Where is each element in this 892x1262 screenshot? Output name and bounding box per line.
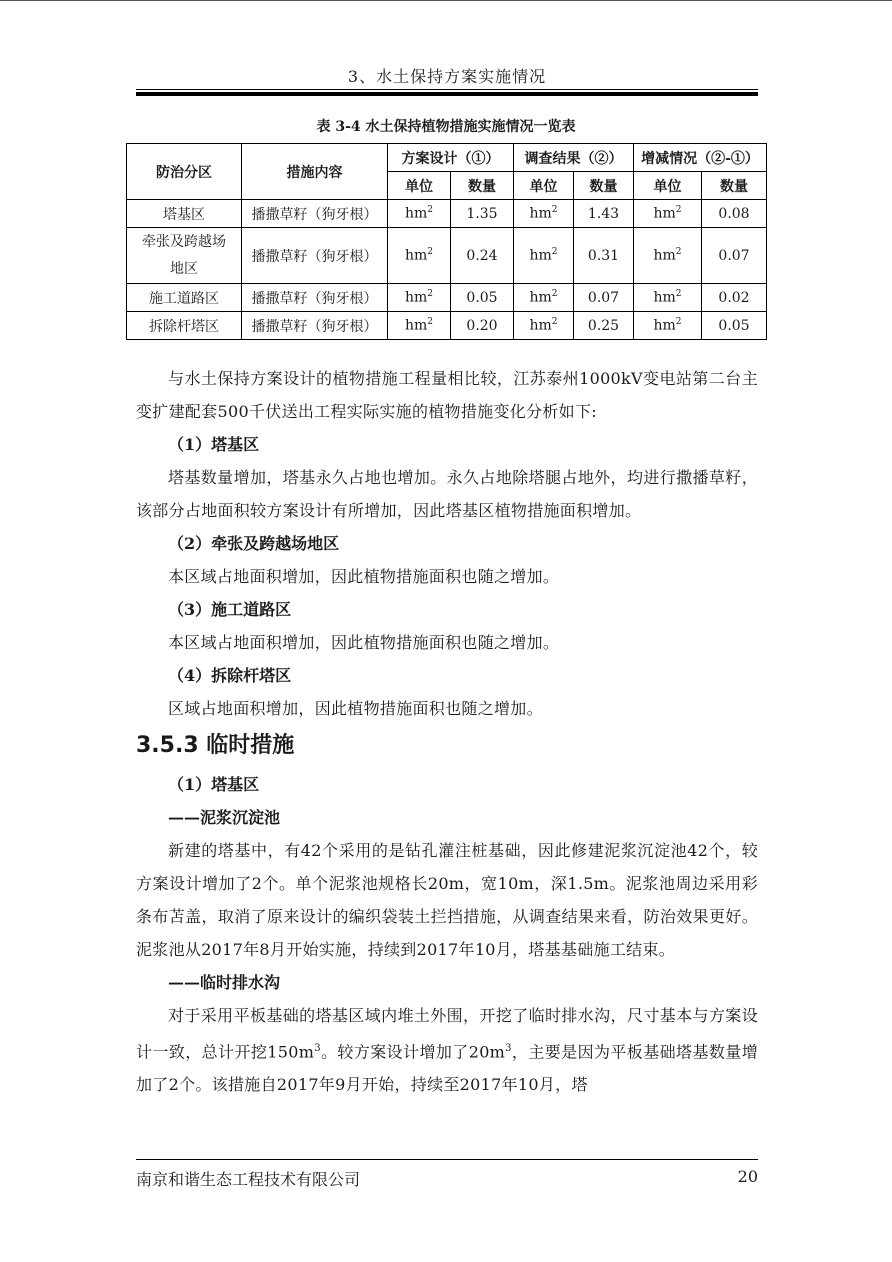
cell-plan-unit: $hm^2$ [388,284,451,312]
cell-survey-quantity: 0.25 [574,312,634,340]
paragraph-construction-road: 本区域占地面积增加，因此植物措施面积也随之增加。 [168,633,560,652]
running-header: 3、水土保持方案实施情况 [347,67,547,86]
cell-change-unit: $hm^2$ [634,228,702,284]
cell-change-unit: $hm^2$ [634,312,702,340]
cell-survey-unit: $hm^2$ [514,228,574,284]
body-lower [136,724,758,1101]
page-number: 20 [737,1167,758,1186]
header-zone: 防治分区 [127,144,242,200]
paragraph-tower-base: 塔基数量增加，塔基永久占地也增加。永久占地除塔腿占地外，均进行撒播草籽，该部分占地面积较方案设计有所增加，因此塔基区植物措施面积增加。 [136,468,758,520]
paragraph-mud-pit: 新建的塔基中，有42个采用的是钻孔灌注桩基础，因此修建泥浆沉淀池42个，较方案设计增加了2个。单个泥浆池规格长20m，宽10m，深1.5m。泥浆池周边采用彩条布苫盖，取消了原来设计的编织袋装土拦挡措施，从调查结果来看，防治效果更好。泥浆池从2017年8月开始实施，持续到2017年10月，塔基基础施工结束。 [136,841,758,959]
header-survey-unit: 单位 [514,172,574,200]
subheading-tower-base-temp: （1）塔基区 [168,775,260,794]
cell-zone: 牵张及跨越场地区 [127,228,242,284]
header-plan-quantity: 数量 [451,172,514,200]
cell-measure: 播撒草籽（狗牙根） [242,284,388,312]
table-caption: 表 3-4 水土保持植物措施实施情况一览表 [316,119,576,135]
subheading-mud-pit: ——泥浆沉淀池 [168,808,281,827]
intro-paragraph: 与水土保持方案设计的植物措施工程量相比较，江苏泰州1000kV变电站第二台主变扩建配套500千伏送出工程实际实施的植物措施变化分析如下: [136,369,758,421]
cell-survey-unit: $hm^2$ [514,312,574,340]
header-rule-thick [136,92,758,96]
paragraph-tension-site: 本区域占地面积增加，因此植物措施面积也随之增加。 [168,567,560,586]
header-plan-unit: 单位 [388,172,451,200]
cell-plan-quantity: 0.24 [451,228,514,284]
cell-plan-quantity: 1.35 [451,200,514,228]
cell-change-quantity: 0.08 [702,200,767,228]
subheading-tower-base: （1）塔基区 [168,435,260,454]
paragraph-tower-removal: 区域占地面积增加，因此植物措施面积也随之增加。 [168,699,543,718]
cell-zone: 拆除杆塔区 [127,312,242,340]
cell-survey-unit: $hm^2$ [514,284,574,312]
subheading-tension-site: （2）牵张及跨越场地区 [168,534,340,553]
header-rule-thin [136,89,758,90]
cell-change-quantity: 0.07 [702,228,767,284]
header-change: 增减情况（②-①） [634,144,767,172]
cell-survey-quantity: 0.31 [574,228,634,284]
footer-company: 南京和谐生态工程技术有限公司 [136,1170,361,1189]
cell-change-unit: $hm^2$ [634,200,702,228]
subheading-tower-removal: （4）拆除杆塔区 [168,666,292,685]
cell-zone: 施工道路区 [127,284,242,312]
header-measure: 措施内容 [242,144,388,200]
cell-zone: 塔基区 [127,200,242,228]
paragraph-drain-ditch: 对于采用平板基础的塔基区域内堆土外围，开挖了临时排水沟，尺寸基本与方案设计一致，总计开挖$150m^3$。较方案设计增加了$20m^3$，主要是因为平板基础塔基数量增加了2个。该措施自2017年9月开始，持续至2017年10月，塔 [136,1006,758,1095]
plant-measures-table [126,143,767,340]
footer-rule [136,1159,758,1160]
cell-survey-quantity: 0.07 [574,284,634,312]
header-plan: 方案设计（①） [388,144,514,172]
cell-plan-unit: $hm^2$ [388,312,451,340]
cell-measure: 播撒草籽（狗牙根） [242,228,388,284]
header-change-unit: 单位 [634,172,702,200]
header-survey-quantity: 数量 [574,172,634,200]
cell-survey-unit: $hm^2$ [514,200,574,228]
table-row [127,228,767,284]
cell-measure: 播撒草籽（狗牙根） [242,312,388,340]
table-row [127,200,767,228]
header-change-quantity: 数量 [702,172,767,200]
cell-plan-unit: $hm^2$ [388,200,451,228]
header-survey: 调查结果（②） [514,144,634,172]
subheading-construction-road: （3）施工道路区 [168,600,292,619]
cell-measure: 播撒草籽（狗牙根） [242,200,388,228]
section-title: 3.5.3 临时措施 [136,733,295,758]
table-row [127,312,767,340]
table-row [127,284,767,312]
cell-change-quantity: 0.02 [702,284,767,312]
cell-survey-quantity: 1.43 [574,200,634,228]
cell-plan-quantity: 0.20 [451,312,514,340]
cell-plan-quantity: 0.05 [451,284,514,312]
body-upper [136,362,758,725]
cell-change-unit: $hm^2$ [634,284,702,312]
page-top-border [0,0,892,1]
cell-change-quantity: 0.05 [702,312,767,340]
cell-plan-unit: $hm^2$ [388,228,451,284]
subheading-drain-ditch: ——临时排水沟 [168,973,281,992]
